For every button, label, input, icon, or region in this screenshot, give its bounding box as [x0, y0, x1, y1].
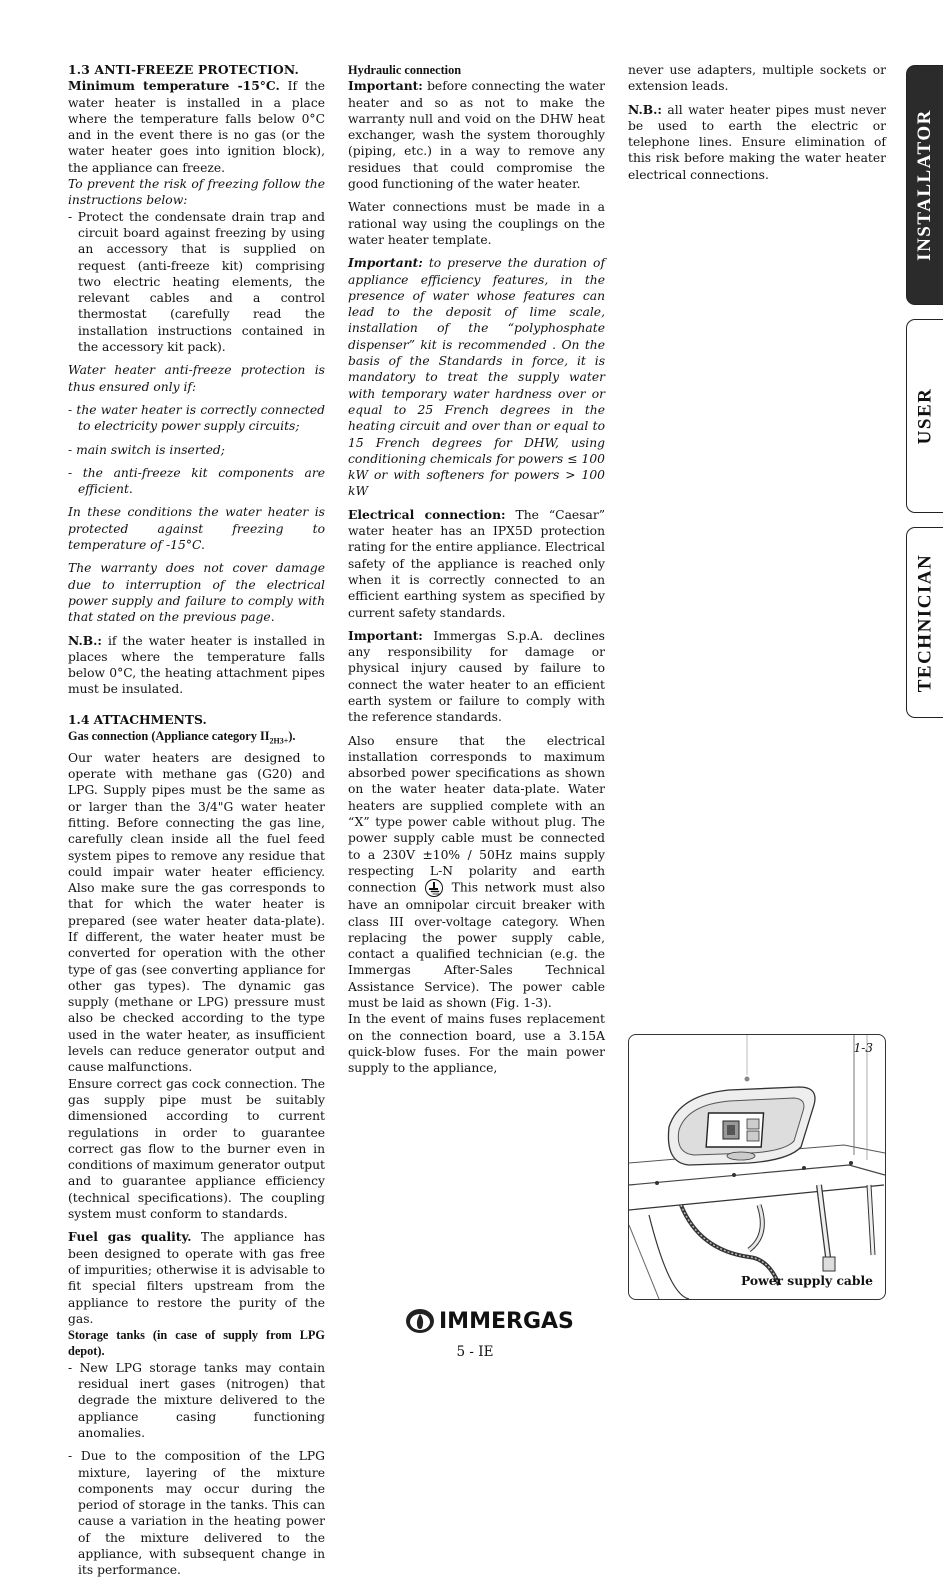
paragraph-electrical-connection: [348, 507, 605, 621]
paragraph-gas-cock: Ensure correct gas cock connection. The gas supply pipe must be suitably dimensioned according to current regulations in order to guarantee correct gas flow to the burner even in conditions of maximum generator output and to guarantee appliance efficiency (technical specifications). The coupling system must conform to standards.: [68, 1076, 325, 1222]
list-item-new-lpg-tanks: - New LPG storage tanks may contain residual inert gases (nitrogen) that degrade the mixture delivered to the appliance casing functioning anomalies.: [68, 1360, 325, 1440]
paragraph-warranty: The warranty does not cover damage due to interruption of the electrical power supply and failure to comply with that stated on the previous page.: [68, 561, 325, 625]
list-item-protect-condensate: - Protect the condensate drain trap and circuit board against freezing by using an accessory that is supplied on request (anti-freeze kit) comprising two electric heating elements, the relevant cables and a control thermostat (carefully read the installation instructions contained in the accessory kit pack).: [68, 209, 325, 355]
paragraph-prevent-freezing: To prevent the risk of freezing follow the instructions below:: [68, 177, 325, 208]
text: ).: [288, 728, 296, 743]
section-title-anti-freeze: 1.3 ANTI-FREEZE PROTECTION.: [68, 62, 300, 77]
paragraph-immergas-declines: [348, 628, 605, 726]
text: The “Caesar” water heater has an IPX5D protection rating for the entire appliance. Electrical safety of the appliance is reached only when it is correctly connected to an efficient earthing system as specified by current safety standards.: [348, 507, 605, 620]
text: Immergas S.p.A. declines any responsibility for damage or physical injury caused by failure to connect the water heater to an efficient earth system or failure to comply with the reference standards.: [348, 628, 605, 725]
tab-installer[interactable]: [906, 65, 943, 305]
bold-lead: Important:: [348, 627, 423, 643]
bold-lead: Minimum temperature -15°C.: [68, 78, 280, 94]
logo-wordmark: IMMERGAS: [439, 1308, 574, 1334]
tab-label: USER: [914, 387, 935, 445]
paragraph-adapters: never use adapters, multiple sockets or extension leads.: [628, 63, 886, 94]
paragraph-water-connections: Water connections must be made in a rational way using the couplings on the water heater template.: [348, 200, 605, 247]
list-item-main-switch: - main switch is inserted;: [68, 442, 225, 457]
tab-technician[interactable]: [906, 527, 943, 718]
water-heater-illustration: [629, 1035, 885, 1299]
list-item-kit-efficient: - the anti-freeze kit components are efficient.: [68, 465, 325, 497]
list-item-correct-connection: - the water heater is correctly connected to electricity power supply circuits;: [68, 402, 325, 434]
subheading-gas-connection: [68, 728, 325, 750]
bold-lead: N.B.:: [628, 101, 662, 117]
paragraph-protected-15: In these conditions the water heater is protected against freezing to temperature of -15°C.: [68, 505, 325, 553]
paragraph-fuel-gas-quality: [68, 1229, 325, 1327]
text: Also ensure that the electrical installation corresponds to maximum absorbed power specifications as shown on the water heater data-plate. Water heaters are supplied complete with an “X” type power cable without plug. The power supply cable must be connected to a 230V ±10% / 50Hz mains supply respecting L-N polarity and earth connection: [348, 733, 605, 895]
page-number: 5 - IE: [456, 1344, 494, 1360]
text: to preserve the duration of appliance efficiency features, in the presence of water whose features can lead to the deposit of lime scale, installation of the “polyphosphate dispenser” kit is recommended . On the basis of the Standards in force, it is mandatory to treat the supply water with temporary water hardness over or equal to 25 French degrees in the heating circuit and over than or equal to 15 French degrees for DHW, using conditioning chemicals for powers ≤ 100 kW or with softeners for powers > 100 kW: [348, 256, 605, 499]
section-title-attachments: 1.4 ATTACHMENTS.: [68, 711, 207, 727]
paragraph-gas-supply: Our water heaters are designed to operate with methane gas (G20) and LPG. Supply pipes must be the same as or larger than the 3/4"G water heater fitting. Before connecting the gas line, carefully clean inside all the fuel feed system pipes to remove any residue that could impair water heater efficiency. Also make sure the gas corresponds to that for which the water heater is prepared (see water heater data-plate). If different, the water heater must be converted for operation with the other type of gas (see converting appliance for other gas types). The dynamic gas supply (methane or LPG) pressure must also be checked according to the type used in the water heater, as insufficient levels can reduce generator output and cause malfunctions.: [68, 750, 325, 1075]
earth-ground-icon: [425, 879, 443, 897]
text: This network must also have an omnipolar circuit breaker with class III over-voltage category. When replacing the power supply cable, contact a qualified technician (e.g. the Immergas After-Sales Technical Assistance Service). The power cable must be laid as shown (Fig. 1-3).: [348, 880, 605, 1011]
tab-user[interactable]: [906, 319, 943, 513]
text: all water heater pipes must never be used to earth the electric or telephone lines. Ensure elimination of this risk before making the water heater electrical connections.: [628, 102, 886, 182]
text: If the water heater is installed in a place where the temperature falls below 0°C and in the event there is no gas (or the water heater goes into ignition block), the appliance can freeze.: [68, 79, 325, 175]
text: Gas connection (Appliance category II: [68, 728, 270, 743]
paragraph-hydraulic-important: [348, 78, 605, 192]
paragraph-fuses: In the event of mains fuses replacement on the connection board, use a 3.15A quick-blow fuses. For the main power supply to the appliance,: [348, 1012, 605, 1076]
paragraph-ensured-only-if: Water heater anti-freeze protection is thus ensured only if:: [68, 363, 325, 394]
paragraph-lime-scale: [348, 255, 605, 499]
paragraph-power-specs: [348, 733, 605, 1012]
paragraph-nb-insulated: [68, 633, 325, 698]
bold-lead: Electrical connection:: [348, 506, 506, 522]
subheading-storage-tanks: Storage tanks (in case of supply from LPG depot).: [68, 1328, 325, 1359]
bold-lead: N.B.:: [68, 632, 102, 648]
bold-lead: Fuel gas quality.: [68, 1229, 192, 1245]
figure-number: 1-3: [853, 1041, 873, 1055]
paragraph-nb-earth: [628, 102, 886, 183]
text: before connecting the water heater and so as not to make the warranty null and void on the DHW heat exchanger, wash the system thoroughly (piping, etc.) in a way to remove any residues that could compromise the good functioning of the water heater.: [348, 79, 605, 192]
tab-label: INSTALLATOR: [914, 109, 935, 261]
immergas-logo: [405, 1308, 574, 1334]
tab-label: TECHNICIAN: [914, 553, 935, 692]
figure-caption: Power supply cable: [741, 1273, 873, 1288]
column-middle: [348, 62, 605, 1084]
text: The appliance has been designed to operate with gas free of impurities; otherwise it is advisable to fit special filters upstream from the appliance to restore the purity of the gas.: [68, 1230, 326, 1326]
list-item-lpg-layering: - Due to the composition of the LPG mixture, layering of the mixture components may occur during the period of storage in the tanks. This can cause a variation in the heating power of the mixture delivered to the appliance, with subsequent change in its performance.: [68, 1449, 325, 1578]
flame-logo-icon: [405, 1308, 435, 1334]
paragraph-min-temperature: [68, 78, 325, 176]
bold-lead: Important:: [348, 78, 423, 94]
column-right: [628, 62, 886, 190]
figure-power-supply-cable: [628, 1034, 886, 1300]
text: if the water heater is installed in places where the temperature falls below 0°C, the heating attachment pipes must be insulated.: [68, 633, 325, 697]
subscript: 2H3+: [269, 736, 289, 746]
bold-lead: Important:: [348, 255, 423, 271]
subheading-hydraulic-connection: Hydraulic connection: [348, 63, 462, 77]
